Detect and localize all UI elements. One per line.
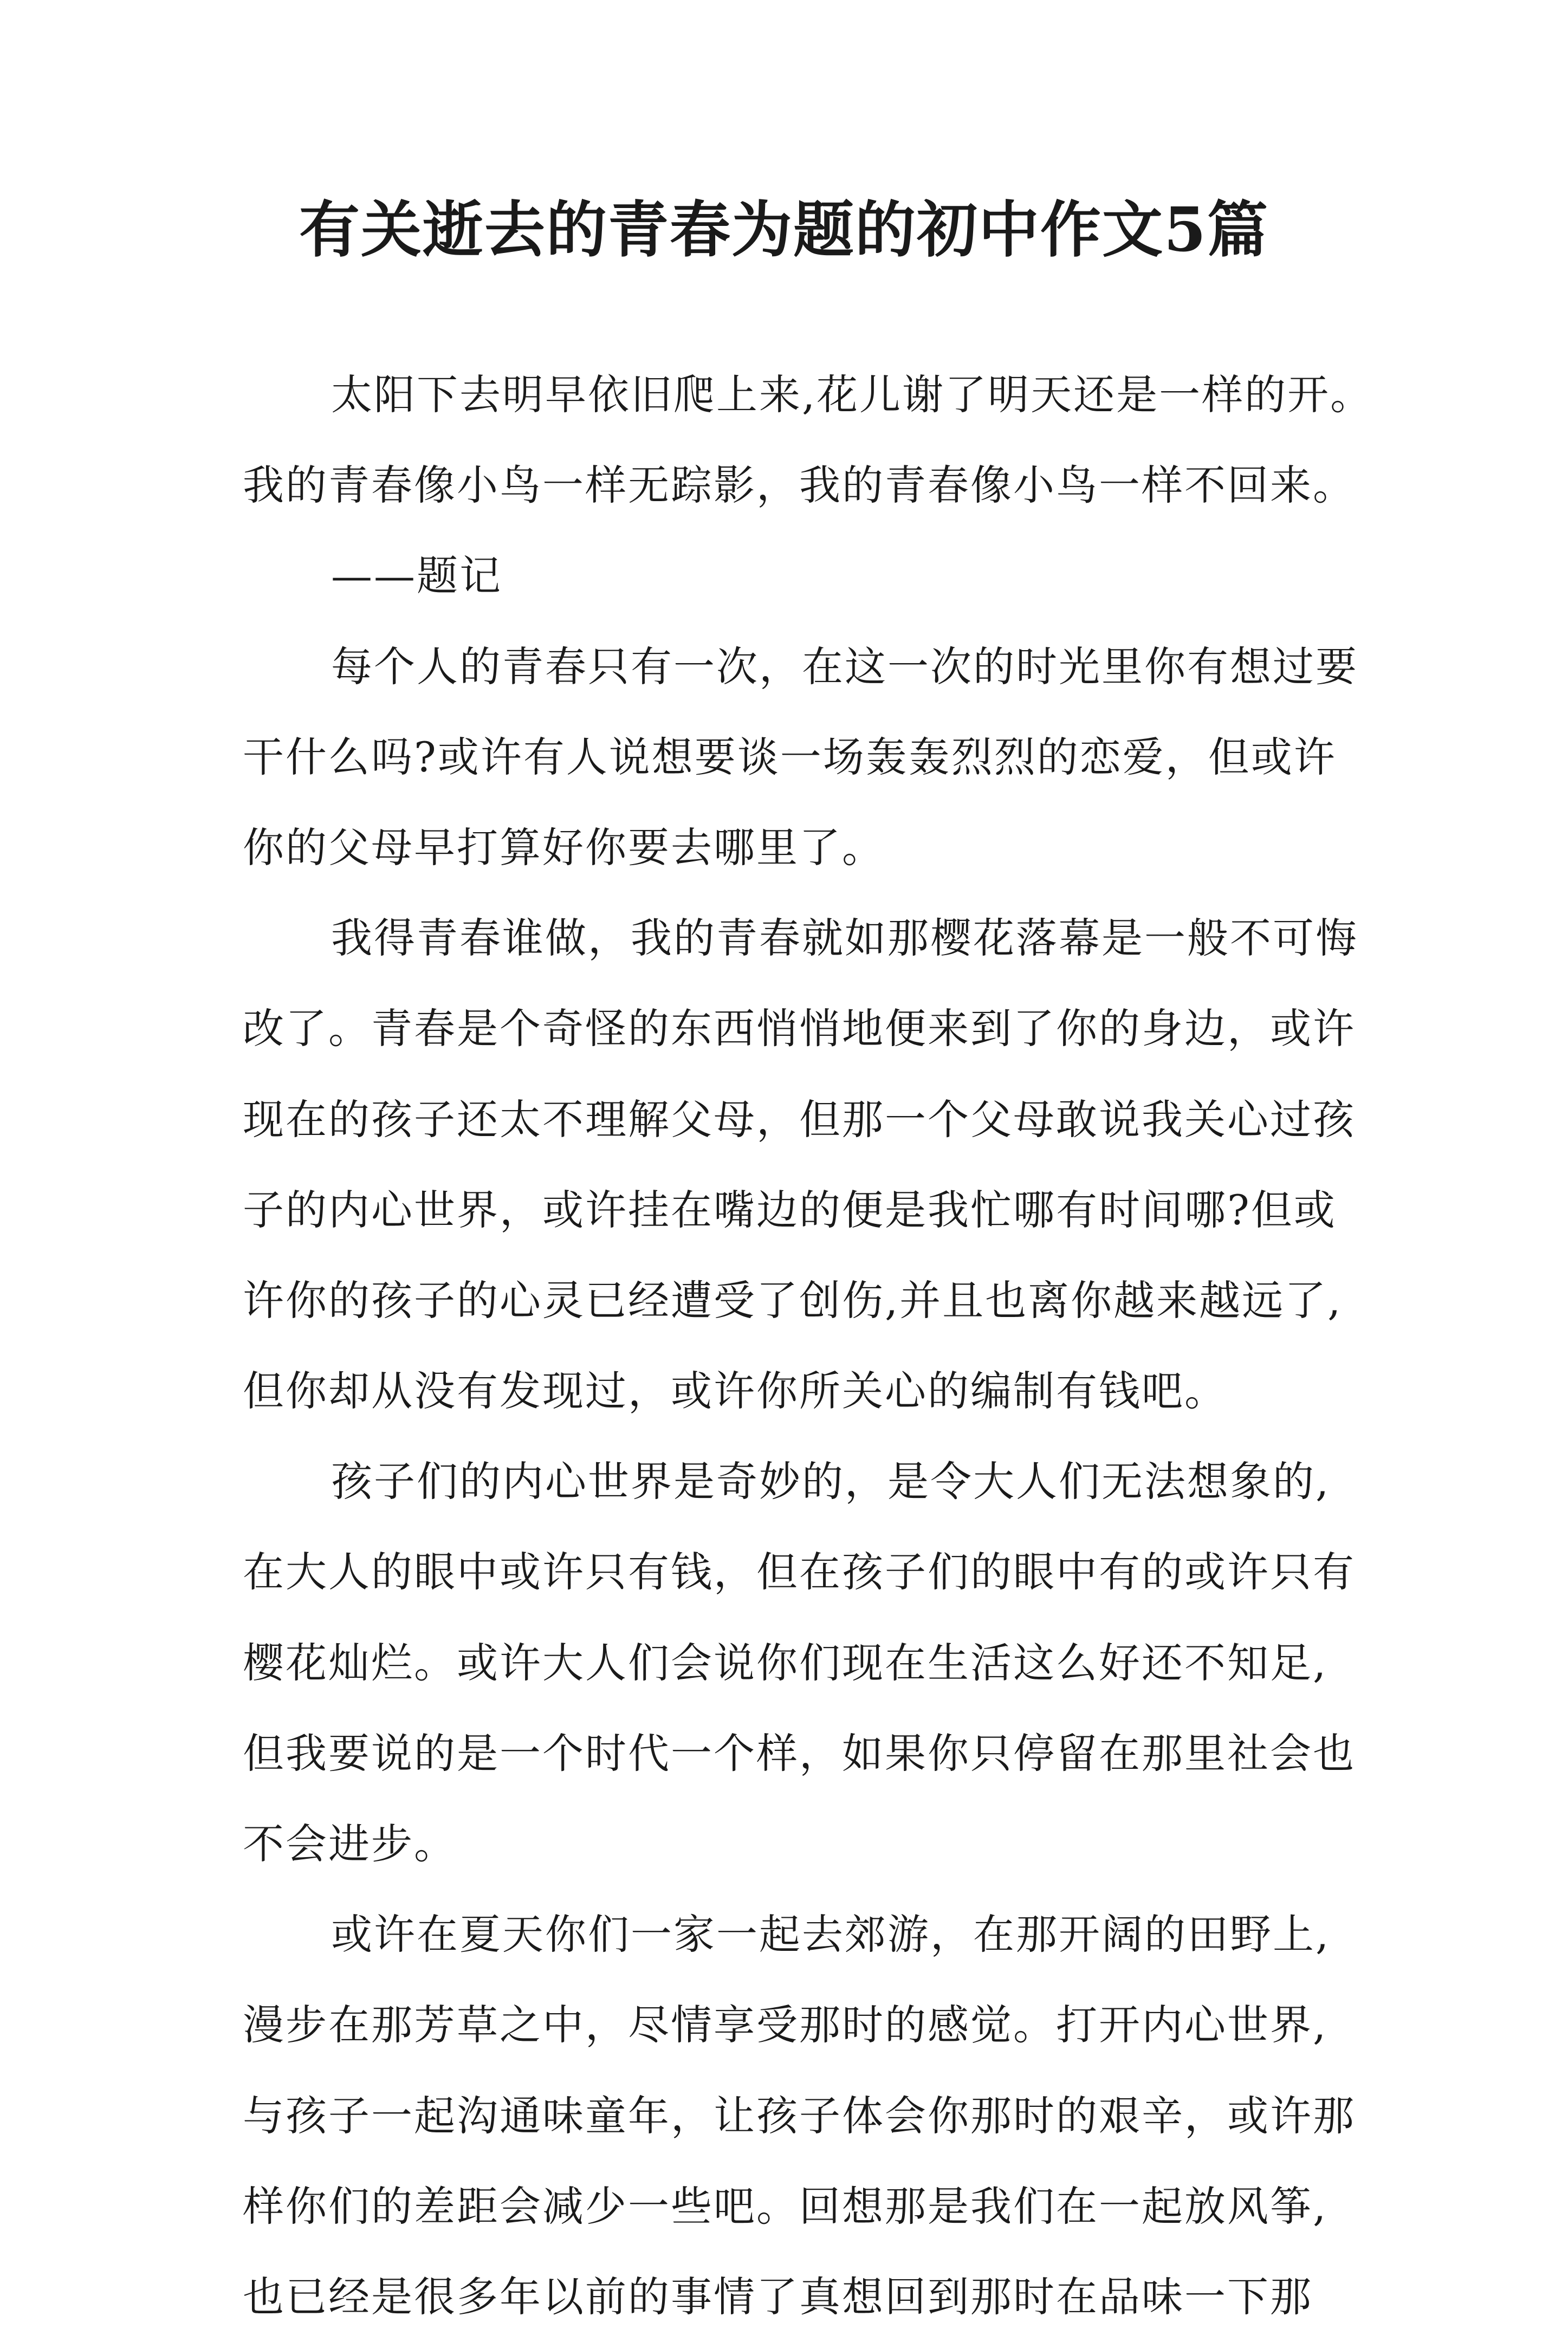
text-line: 与孩子一起沟通味童年，让孩子体会你那时的艰辛，或许那 (243, 2091, 1356, 2140)
document-title: 有关逝去的青春为题的初中作文5篇 (299, 194, 1269, 265)
text-line: 樱花灿烂。或许大人们会说你们现在生活这么好还不知足, (243, 1638, 1328, 1687)
text-line: 我的青春像小鸟一样无踪影，我的青春像小鸟一样不回来。 (243, 461, 1356, 510)
text-line: 改了。青春是个奇怪的东西悄悄地便来到了你的身边，或许 (243, 1004, 1356, 1053)
text-line: 漫步在那芳草之中，尽情享受那时的感觉。打开内心世界, (243, 2001, 1328, 2049)
text-line: 样你们的差距会减少一些吧。回想那是我们在一起放风筝, (243, 2182, 1328, 2230)
text-line: 但我要说的是一个时代一个样，如果你只停留在那里社会也 (243, 1729, 1356, 1777)
text-line: 在大人的眼中或许只有钱，但在孩子们的眼中有的或许只有 (243, 1548, 1356, 1597)
text-line: 孩子们的内心世界是奇妙的，是令大人们无法想象的, (331, 1457, 1331, 1506)
text-line: 但你却从没有发现过，或许你所关心的编制有钱吧。 (243, 1367, 1227, 1416)
text-line: 我得青春谁做，我的青春就如那樱花落幕是一般不可悔 (331, 914, 1358, 963)
text-line: 现在的孩子还太不理解父母，但那一个父母敢说我关心过孩 (243, 1095, 1356, 1144)
text-line: 子的内心世界，或许挂在嘴边的便是我忙哪有时间哪?但或 (243, 1185, 1337, 1234)
text-line: 或许在夏天你们一家一起去郊游，在那开阔的田野上, (331, 1910, 1331, 1959)
text-line: 许你的孩子的心灵已经遭受了创伤,并且也离你越来越远了, (243, 1276, 1343, 1325)
text-line: 太阳下去明早依旧爬上来,花儿谢了明天还是一样的开。 (331, 371, 1373, 419)
text-line: 不会进步。 (243, 1820, 457, 1868)
text-line: 干什么吗?或许有人说想要谈一场轰轰烈烈的恋爱，但或许 (243, 732, 1337, 781)
text-line: 每个人的青春只有一次，在这一次的时光里你有想过要 (331, 642, 1358, 691)
text-line: ——题记 (331, 552, 502, 600)
document-body (243, 349, 1373, 2342)
text-line: 也已经是很多年以前的事情了真想回到那时在品味一下那 (243, 2272, 1313, 2321)
text-line: 你的父母早打算好你要去哪里了。 (243, 823, 885, 872)
